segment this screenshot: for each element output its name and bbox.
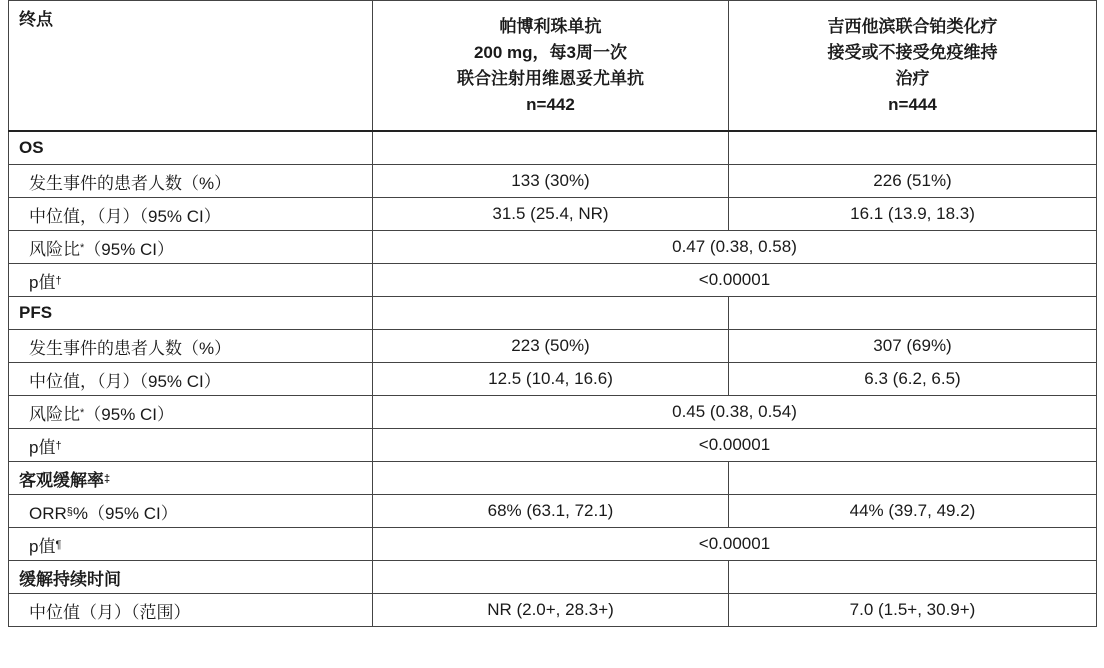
row-label: [9, 330, 373, 363]
footnote-mark: †: [55, 274, 62, 287]
section-row: [9, 297, 1097, 330]
header-arm-2: [729, 1, 1097, 132]
row-label: [9, 165, 373, 198]
empty-cell: [373, 131, 729, 165]
table-body: [9, 131, 1097, 627]
footnote-mark: ‡: [104, 472, 111, 485]
table-row: [9, 363, 1097, 396]
table-row: [9, 231, 1097, 264]
row-label-text: p值: [29, 437, 56, 457]
section-title: [9, 462, 373, 495]
footnote-mark: *: [80, 406, 85, 419]
header-arm-2-line: n=444: [888, 94, 937, 114]
row-label: [9, 264, 373, 297]
section-row: [9, 462, 1097, 495]
row-label-tail: （95% CI）: [84, 404, 175, 424]
empty-cell: [729, 131, 1097, 165]
section-title: [9, 297, 373, 330]
empty-cell: [373, 297, 729, 330]
merged-value-cell: 0.45 (0.38, 0.54): [373, 396, 1097, 429]
row-label: [9, 594, 373, 627]
row-label: [9, 363, 373, 396]
section-title: [9, 131, 373, 165]
empty-cell: [729, 462, 1097, 495]
table-row: [9, 528, 1097, 561]
header-arm-2-line: 接受或不接受免疫维持: [827, 42, 998, 62]
row-label-tail: %（95% CI）: [72, 503, 178, 523]
merged-value-cell: <0.00001: [373, 528, 1097, 561]
footnote-mark: *: [80, 241, 85, 254]
arm-2-value-cell: 16.1 (13.9, 18.3): [729, 198, 1097, 231]
row-label-tail: （95% CI）: [84, 239, 175, 259]
table-row: [9, 495, 1097, 528]
table-row: [9, 594, 1097, 627]
section-title: [9, 561, 373, 594]
header-arm-1-line: 帕博利珠单抗: [499, 16, 602, 36]
empty-cell: [729, 561, 1097, 594]
row-label-text: 中位值（月）（范围）: [29, 602, 191, 622]
row-label: [9, 198, 373, 231]
row-label-text: 中位值，（月）（95% CI）: [29, 371, 221, 391]
arm-2-value-cell: 7.0 (1.5+, 30.9+): [729, 594, 1097, 627]
footnote-mark: ¶: [55, 538, 62, 551]
table-row: [9, 264, 1097, 297]
row-label: [9, 231, 373, 264]
arm-1-value-cell: 12.5 (10.4, 16.6): [373, 363, 729, 396]
row-label-text: 中位值，（月）（95% CI）: [29, 206, 221, 226]
arm-1-value-cell: 31.5 (25.4, NR): [373, 198, 729, 231]
table-row: [9, 198, 1097, 231]
row-label: [9, 528, 373, 561]
table-row: [9, 429, 1097, 462]
merged-value-cell: <0.00001: [373, 429, 1097, 462]
table-row: [9, 396, 1097, 429]
table-row: [9, 165, 1097, 198]
table-row: [9, 330, 1097, 363]
arm-2-value-cell: 44% (39.7, 49.2): [729, 495, 1097, 528]
header-arm-1-line: n=442: [526, 94, 575, 114]
arm-2-value-cell: 307 (69%): [729, 330, 1097, 363]
section-title-text: PFS: [19, 303, 53, 322]
arm-1-value-cell: 223 (50%): [373, 330, 729, 363]
row-label-text: p值: [29, 536, 56, 556]
header-arm-1: [373, 1, 729, 132]
arm-1-value-cell: NR (2.0+, 28.3+): [373, 594, 729, 627]
row-label-text: 风险比: [29, 239, 80, 259]
row-label: [9, 495, 373, 528]
arm-2-value-cell: 6.3 (6.2, 6.5): [729, 363, 1097, 396]
arm-1-value-cell: 133 (30%): [373, 165, 729, 198]
arm-1-value-cell: 68% (63.1, 72.1): [373, 495, 729, 528]
section-title-text: 客观缓解率: [19, 470, 104, 490]
footnote-mark: §: [66, 505, 73, 518]
merged-value-cell: 0.47 (0.38, 0.58): [373, 231, 1097, 264]
empty-cell: [373, 462, 729, 495]
row-label-text: 发生事件的患者人数（%）: [29, 338, 232, 358]
header-arm-1-line: 联合注射用维恩妥尤单抗: [457, 68, 644, 88]
row-label-text: 风险比: [29, 404, 80, 424]
section-title-text: 缓解持续时间: [19, 569, 121, 589]
row-label: [9, 429, 373, 462]
section-row: [9, 561, 1097, 594]
footnote-mark: †: [55, 439, 62, 452]
merged-value-cell: <0.00001: [373, 264, 1097, 297]
row-label-text: p值: [29, 272, 56, 292]
empty-cell: [373, 561, 729, 594]
section-title-text: OS: [19, 138, 44, 157]
row-label-text: 发生事件的患者人数（%）: [29, 173, 232, 193]
header-arm-2-line: 吉西他滨联合铂类化疗: [827, 16, 998, 36]
header-arm-1-line: 200 mg，每3周一次: [473, 42, 628, 62]
header-row: [9, 1, 1097, 132]
section-row: [9, 131, 1097, 165]
efficacy-results-table: [8, 0, 1097, 627]
arm-2-value-cell: 226 (51%): [729, 165, 1097, 198]
empty-cell: [729, 297, 1097, 330]
row-label-text: ORR: [29, 503, 67, 523]
header-arm-2-line: 治疗: [895, 68, 930, 88]
row-label: [9, 396, 373, 429]
header-endpoint: 终点: [9, 1, 373, 132]
